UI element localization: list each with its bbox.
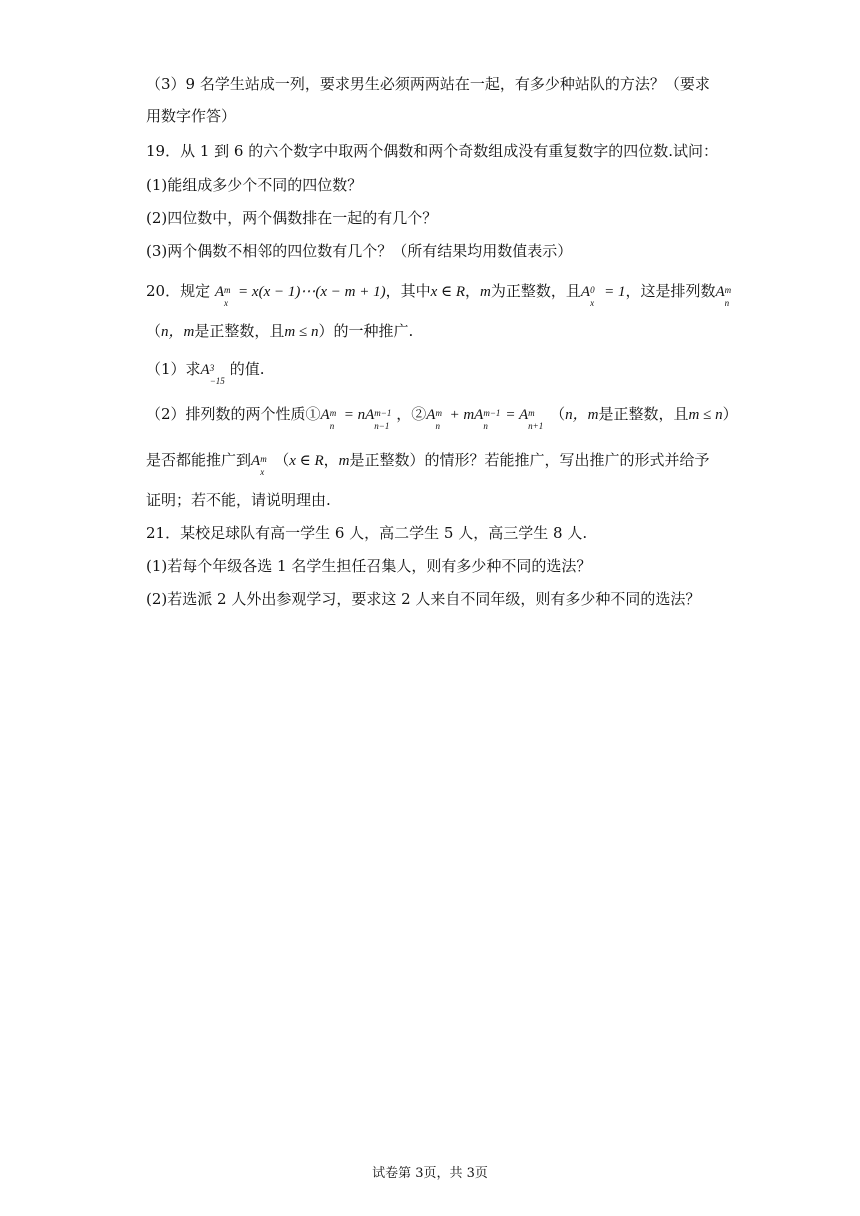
q20-def-rhs: = x(x − 1)⋯(x − m + 1) [238, 284, 386, 300]
q19-stem: 19．从 1 到 6 的六个数字中取两个偶数和两个奇数组成没有重复数字的四位数.试问： [146, 142, 719, 160]
q20-gen-d: 是正整数）的情形？若能推广，写出推广的形式并给予 [349, 451, 710, 469]
q21-part1: (1)若每个年级各选 1 名学生担任召集人，则有多少种不同的选法？ [146, 557, 592, 575]
q20-last-line: 证明；若不能，请说明理由. [146, 491, 331, 509]
q20-prop2: A m n + mA m−1 n = A m n+1 [426, 407, 544, 431]
q20-p2-nm: n，m [565, 407, 599, 423]
q20-x-in-r: x ∈ R [430, 284, 466, 300]
q20-definition: A m x = x(x − 1)⋯(x − m + 1) [214, 284, 386, 308]
q20-text-a: ，其中 [385, 282, 431, 300]
q19-part3: (3)两个偶数不相邻的四位数有几个？（所有结果均用数值表示） [146, 242, 573, 260]
q20-p2-a: （2）排列数的两个性质① [146, 405, 321, 423]
q19-part2: (2)四位数中，两个偶数排在一起的有几个？ [146, 209, 438, 227]
q20-p2-c: 是正整数，且 [598, 405, 689, 423]
q20-zero-rhs: = 1 [604, 284, 626, 300]
q18-part3-line1: （3）9 名学生站成一列，要求男生必须两两站在一起，有多少种站队的方法？（要求 [146, 75, 710, 93]
q20-gen-a: 是否都能推广到 [146, 451, 252, 469]
q20-prop1-rhs: = n [343, 407, 366, 423]
q20-p2-d: ） [722, 405, 738, 423]
q20-stem-line2 [146, 321, 413, 342]
q20-p1-b: 的值. [229, 360, 265, 378]
q21-part2: (2)若选派 2 人外出参观学习，要求这 2 人来自不同年级，则有多少种不同的选法？ [146, 590, 701, 608]
q20-comma: ， [465, 282, 481, 300]
q20-p2-sep: ，② [396, 405, 427, 423]
q20-stem [146, 281, 739, 308]
q20-number: 20．规定 [146, 282, 211, 300]
q18-part3-line2: 用数字作答） [146, 107, 237, 125]
q20-part1 [146, 359, 265, 386]
q21-stem: 21．某校足球队有高一学生 6 人，高二学生 5 人，高三学生 8 人. [146, 524, 588, 542]
q20-l2-b: 是正整数，且 [194, 322, 285, 340]
q20-prop2-mid: + m [449, 407, 475, 423]
q20-p1-a: （1）求 [146, 360, 201, 378]
q19-part1: (1)能组成多少个不同的四位数？ [146, 176, 363, 194]
q20-part2 [146, 404, 738, 431]
q20-text-c: ，这是排列数 [625, 282, 716, 300]
q20-gen-b: （ [274, 451, 290, 469]
q20-text-b: 为正整数，且 [490, 282, 581, 300]
q20-generalize [146, 450, 710, 477]
q20-l2-a: （ [146, 322, 162, 340]
q20-gen-symbol: A m x [251, 453, 267, 477]
q20-m-var: m [480, 284, 491, 300]
q20-p2-b: （ [550, 405, 566, 423]
page-footer: 试卷第 3页，共 3页 [372, 1166, 488, 1181]
q20-perm-symbol: A m n [715, 284, 732, 308]
q20-gen-x: x ∈ R [289, 453, 324, 469]
q20-zero-def: A 0 x = 1 [580, 284, 626, 308]
q20-p1-expr: A 3 −15 [200, 362, 225, 386]
q20-prop1: A m n = nA m−1 n−1 [320, 407, 392, 431]
q20-p2-ineq: m ≤ n [688, 407, 723, 423]
q20-l2-ineq: m ≤ n [284, 324, 319, 340]
q20-l2-c: ）的一种推广. [318, 322, 414, 340]
q20-l2-nm: n，m [161, 324, 195, 340]
q20-gen-m: m [338, 453, 350, 469]
q20-prop2-eq: = [505, 407, 516, 423]
q20-gen-c: ， [323, 451, 339, 469]
